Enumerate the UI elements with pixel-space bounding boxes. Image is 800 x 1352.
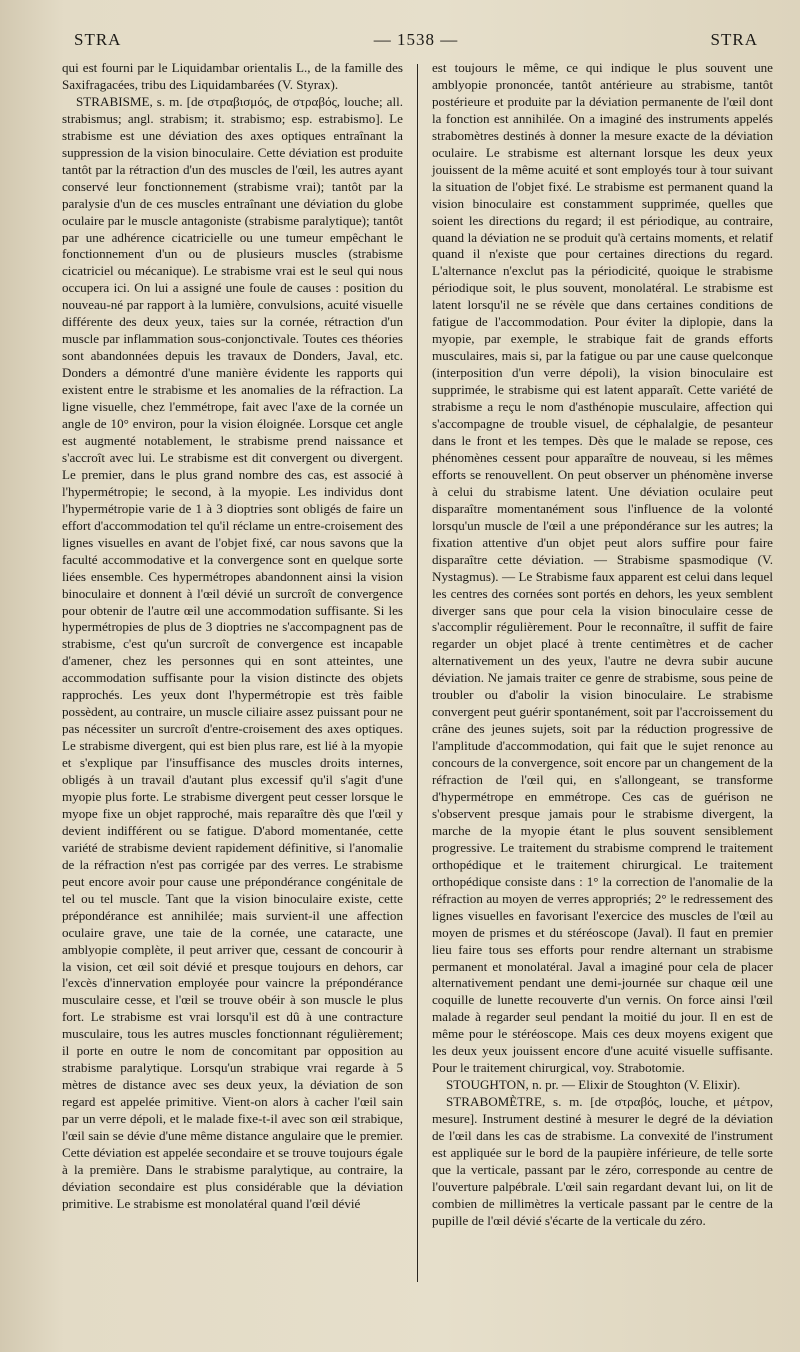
entry-strabometre: STRABOMÈTRE, s. m. [de στραβός, louche, et μέτρον, mesure]. Instrument destiné à mesurer le degré de la déviation de l'œil dans les cas de strabisme. La convexité de l'instrument est appliquée sur le bord de la paupière inférieure, de telle sorte que la verticale, passant par le zéro, corresponde au centre de l'ouverture palpébrale. L'œil sain regardant devant lui, on lit de combien de millimètres la verticale passant par le centre de la pupille de l'œil dévié s'écarte de la verticale du zéro. (432, 1094, 773, 1228)
running-head (62, 30, 774, 60)
text-columns (62, 60, 774, 1290)
entry-strabisme: STRABISME, s. m. [de στραβισμός, de στραβός, louche; all. strabismus; angl. strabism; it. strabismo; esp. estrabismo]. Le strabisme est une déviation des axes optiques entraînant la suppression de la vision binoculaire. Cette déviation est produite tantôt par la rétraction d'un des muscles de l'œil, les autres ayant conservé leur fonctionnement (strabisme vrai); tantôt par la paralysie d'un de ces muscles entraînant une déviation du globe oculaire par le muscle antagoniste (strabisme paralytique); tantôt par une adhérence cicatricielle ou une tumeur empêchant le fonctionnement d'un ou de plusieurs muscles (strabisme cicatriciel ou mécanique). Le strabisme vrai est le seul qui nous occupera ici. On lui a assigné une foule de causes : position du nouveau-né par rapport à la lumière, convulsions, acuité visuelle différente des deux yeux, taies sur la cornée, rétraction d'un muscle par inflammation sous-conjonctivale. Toutes ces théories sont abandonnées depuis les travaux de Donders, Javal, etc. Donders a démontré d'une manière évidente les rapports qui existent entre le strabisme et les anomalies de la réfraction. La ligne visuelle, chez l'emmétrope, fait avec l'axe de la cornée un angle de 10° environ, pour la vision éloignée. Lorsque cet angle est augmenté notablement, le strabisme prend naissance et s'accroît avec lui. Le strabisme est dit convergent ou divergent. Le premier, dans le plus grand nombre des cas, est associé à l'hypermétropie; le second, à la myopie. Les individus dont l'hypermétropie varie de 1 à 3 dioptries sont obligés de faire un effort d'accommodation tel qu'il réclame un entre-croisement des lignes visuelles en avant de l'objet fixé, car nous savons que la faculté accommodative et la convergence sont en quelque sorte liées ensemble. Ces hypermétropes abandonnent ainsi la vision binoculaire et donnent à l'œil dévié un surcroît de convergence pour obtenir de l'autre œil une accommodation suffisante. Si les hypermétropies de plus de 3 dioptries ne s'accompagnent pas de strabisme, c'est qu'un surcroît de convergence est incapable d'amener, chez les personnes qui en sont atteintes, une accommodation suffisante pour la vision distincte des objets rapprochés. Les yeux dont l'hypermétropie est très faible possèdent, au contraire, un muscle ciliaire assez puissant pour ne pas nécessiter un surcroît d'entre-croisement des axes optiques. Le strabisme divergent, qui est bien plus rare, est lié à la myopie et s'explique par l'insuffisance des muscles droits internes, obligés à un travail d'autant plus excessif qu'il s'agit d'une myopie plus forte. Le strabisme divergent peut cesser lorsque le myope fixe un objet rapproché, mais reparaître dès que l'œil y devient indifférent ou se fatigue. D'abord momentanée, cette variété de strabisme devient rapidement définitive, si l'anomalie de la réfraction n'est pas corrigée par des verres. Le strabisme peut encore avoir pour cause une prépondérance congénitale de tel ou tel muscle. Tant que la vision binoculaire existe, cette prépondérance est annihilée; mais survient-il une affection oculaire grave, une taie de la cornée, une cataracte, une amblyopie complète, il peut arriver que, cessant de concourir à la vision, cet œil soit dévié et presque toujours en dehors, car l'excès d'innervation employée pour vaincre la prépondérance musculaire cesse, et l'œil se trouve obéir à son muscle le plus fort. Le strabisme est vrai lorsqu'il est dû à une contracture musculaire, tous les autres muscles fonctionnant régulièrement; il porte en outre le nom de concomitant par opposition au strabisme paralytique. Lorsqu'un strabique vrai regarde à 5 mètres de distance avec ses deux yeux, la déviation de son regard est appelée primitive. Vient-on alors à cacher l'œil sain par un verre dépoli, et le malade fixe-t-il avec son œil strabique, l'œil sain se dévie d'une même distance angulaire que le premier. Cette déviation est appelée secondaire et se trouve toujours égale à la première. Dans le strabisme paralytique, au contraire, la déviation secondaire est plus considérable que la déviation primitive. Le strabisme est monolatéral quand l'œil dévié (62, 93, 403, 1211)
running-head-right: STRA (710, 30, 758, 49)
left-column (62, 60, 417, 1290)
right-column (418, 60, 773, 1290)
running-head-left: STRA (74, 30, 122, 49)
entry-strabisme-continuation: est toujours le même, ce qui indique le plus souvent une amblyopie prononcée, tantôt antérieure au strabisme, tantôt postérieure et produite par la déviation permanente de l'œil dont la fonction est annihilée. On a imaginé des instruments appelés strabomètres destinés à donner la mesure exacte de la déviation oculaire. Le strabisme est alternant lorsque les deux yeux jouissent de la même acuité et sont employés tour à tour suivant la situation de l'objet fixé. Le strabisme est permanent quand la vision binoculaire est constamment supprimée, quelles que soient les directions du regard; il est périodique, au contraire, quand la déviation ne se produit qu'à certains moments, et relatif quand il n'existe que pour certaines directions du regard. L'alternance n'exclut pas la périodicité, quoique le strabisme périodique soit, le plus souvent, monolatéral. Le strabisme est latent lorsqu'il ne se révèle que dans certaines conditions de fatigue de l'accommodation. Pour éviter la diplopie, dans la myopie, par exemple, le strabique fait de grands efforts musculaires, mais si, par la fatigue ou par une cause quelconque (interposition d'un verre dépoli), la vision binoculaire est supprimée, le strabisme qui est latent apparaît. Cette variété de strabisme a reçu le nom d'asthénopie musculaire, affection qui s'accompagne de trouble visuel, de céphalalgie, de pesanteur dans le front et les tempes. Dès que le malade se repose, ces phénomènes cessent pour apparaître de nouveau, si les mêmes efforts se renouvellent. On peut observer un phénomène inverse à celui du strabisme latent. Une déviation oculaire peut disparaître momentanément sous l'influence de la volonté lorsqu'un muscle de l'œil a une prépondérance sur les autres; la fixation attentive d'un objet peut alors suffire pour faire disparaître cette déviation. — Strabisme spasmodique (V. Nystagmus). — Le Strabisme faux apparent est celui dans lequel les centres des cornées sont portés en dehors, les yeux semblent diverger sans que pour cela la vision binoculaire cesse de s'accomplir régulièrement. Pour le reconnaître, il suffit de faire regarder un objet placé à trente centimètres et de cacher alternativement un des yeux, l'autre ne devra subir aucune déviation. Ne jamais traiter ce genre de strabisme, sous peine de troubler ou d'abolir la vision binoculaire. Le strabisme convergent peut guérir spontanément, soit par l'accroissement du crâne des jeunes sujets, soit par la réduction progressive de l'amplitude d'accommodation, qui fait que le sujet renonce au concours de la convergence, soit encore par un changement de la réfraction de l'œil qui, en s'allongeant, se transforme d'hypermétrope en emmétrope. Ces cas de guérison ne s'observent presque jamais pour le strabisme divergent, la marche de la myopie étant le plus souvent sensiblement progressive. Le traitement du strabisme comprend le traitement orthopédique et le traitement chirurgical. Le traitement orthopédique consiste dans : 1° la correction de l'anomalie de la réfraction au moyen de verres appropriés; 2° le redressement des lignes visuelles en favorisant l'exercice des muscles de l'œil au moyen de prismes et du stéréoscope (Javal). Il faut en premier lieu faire tous ses efforts pour rendre alternant un strabisme permanent et monolatéral. Javal a imaginé pour cela de placer alternativement pendant une demi-journée sur chaque œil une coquille de lunette recouverte d'un vernis. On force ainsi l'œil malade à regarder seul pendant la moitié du jour. Il en est de même pour le stéréoscope. Mais ces deux moyens exigent que les deux yeux jouissent encore d'une acuité visuelle suffisante. Pour le traitement chirurgical, voy. Strabotomie. (432, 60, 773, 1076)
entry-stoughton: STOUGHTON, n. pr. — Elixir de Stoughton (V. Elixir). (446, 1077, 741, 1093)
page-number: — 1538 — (373, 30, 459, 49)
entry-liquidambar-continuation: qui est fourni par le Liquidambar orientalis L., de la famille des Saxifragacées, tribu des Liquidambarées (V. Styrax). (62, 60, 403, 92)
